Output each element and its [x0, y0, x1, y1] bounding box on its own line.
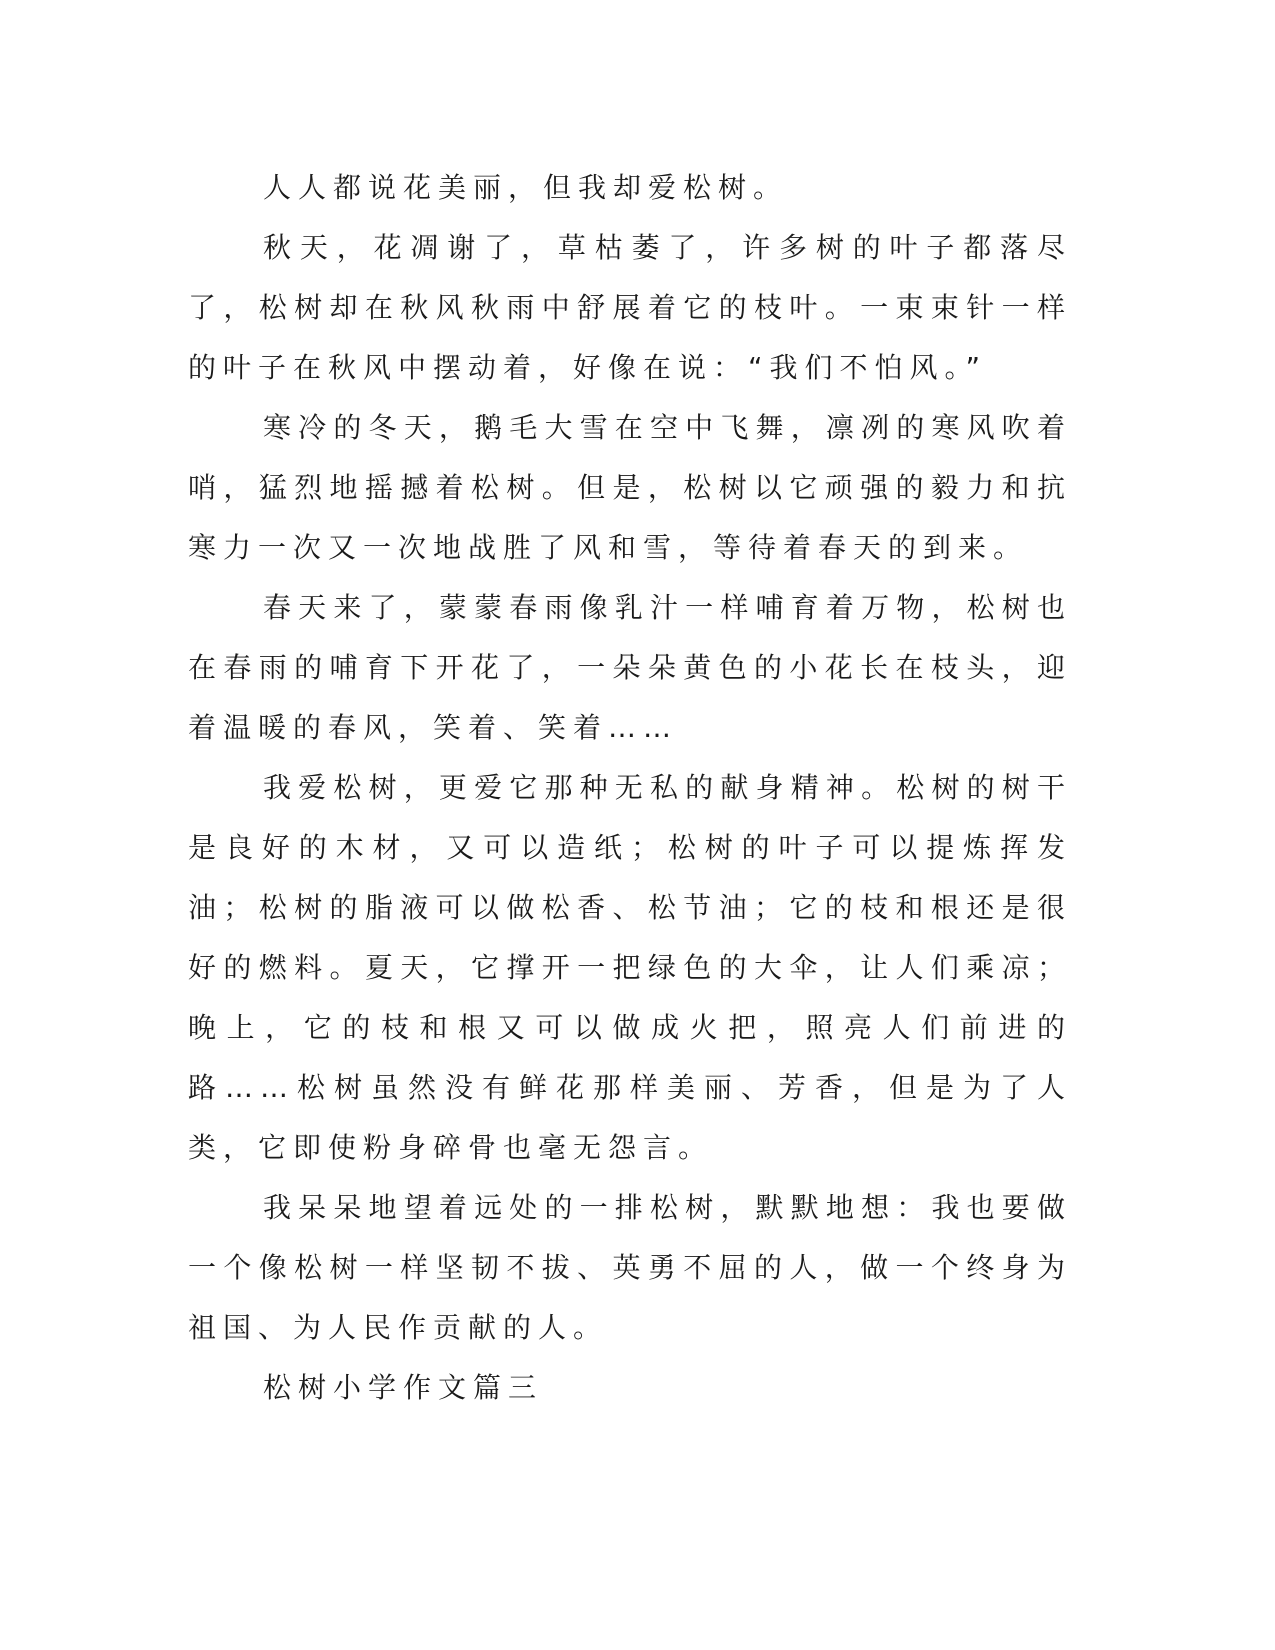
section-heading: 松树小学作文篇三 [263, 1371, 544, 1404]
paragraph-intro: 人人都说花美丽，但我却爱松树。 [263, 171, 789, 204]
paragraph-dedication: 我爱松树，更爱它那种无私的献身精神。松树的树干是良好的木材，又可以造纸；松树的叶子可以提炼挥发油；松树的脂液可以做松香、松节油；它的枝和根还是很好的燃料。夏天，它撑开一把绿色的大伞，让人们乘凉；晚上，它的枝和根又可以做成火把，照亮人们前进的路……松树虽然没有鲜花那样美丽、芳香，但是为了人类，它即使粉身碎骨也毫无怨言。 [188, 771, 1072, 1164]
paragraph-autumn: 秋天，花凋谢了，草枯萎了，许多树的叶子都落尽了，松树却在秋风秋雨中舒展着它的枝叶。一束束针一样的叶子在秋风中摆动着，好像在说：“我们不怕风。” [188, 231, 1072, 384]
document-body [188, 158, 1072, 1418]
paragraph-winter: 寒冷的冬天，鹅毛大雪在空中飞舞，凛冽的寒风吹着哨，猛烈地摇撼着松树。但是，松树以它顽强的毅力和抗寒力一次又一次地战胜了风和雪，等待着春天的到来。 [188, 411, 1072, 564]
paragraph-spring: 春天来了，蒙蒙春雨像乳汁一样哺育着万物，松树也在春雨的哺育下开花了，一朵朵黄色的小花长在枝头，迎着温暖的春风，笑着、笑着…… [188, 591, 1072, 744]
paragraph-conclusion: 我呆呆地望着远处的一排松树，默默地想：我也要做一个像松树一样坚韧不拔、英勇不屈的人，做一个终身为祖国、为人民作贡献的人。 [188, 1191, 1072, 1344]
